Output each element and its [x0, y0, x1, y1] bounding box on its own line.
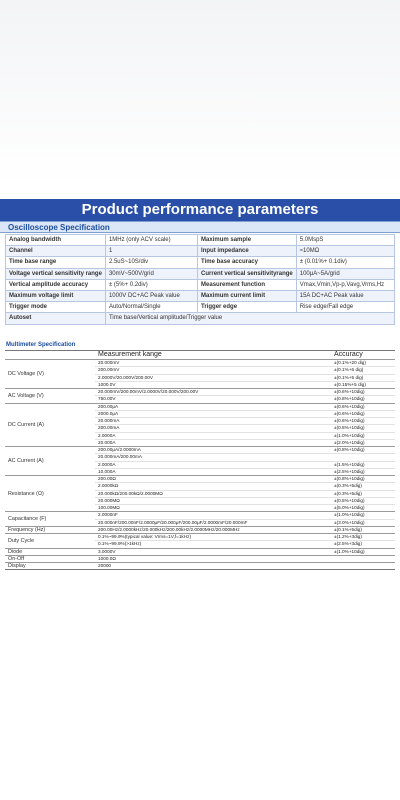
- mm-range: 0.1%~99.9%(typical value: Vrms=1V,f=1kHz): [98, 534, 192, 539]
- mm-function-label: Capacitance (F): [8, 516, 47, 522]
- mm-row: [95, 374, 395, 381]
- mm-row: [95, 439, 395, 446]
- mm-accuracy: ±(1.0%+10dig): [334, 512, 365, 518]
- mm-group: [5, 562, 395, 569]
- mm-row: [95, 549, 395, 555]
- mm-row: [95, 563, 395, 569]
- mm-range: 200.00mA: [98, 425, 120, 431]
- mm-range: 2.0000V/20.000V/200.00V: [98, 374, 153, 380]
- oscilloscope-table: [5, 234, 395, 325]
- osc-param-value: 15A DC+AC Peak value: [296, 290, 394, 301]
- mm-range: 20000: [98, 563, 112, 568]
- mm-range: 200.00Hz/2.0000kHz/20.000kHz/200.00kHz/2.0000MHz/20.000MHz: [98, 526, 240, 532]
- mm-range: 2.0000kΩ: [98, 483, 119, 489]
- mm-accuracy: ±(0.6%+10dig): [334, 418, 365, 423]
- mm-range: 200.00μA: [98, 403, 119, 409]
- mm-range: 1000.0Ω: [98, 555, 116, 561]
- mm-function-label: Display: [8, 563, 26, 570]
- mm-function-label: DC Voltage (V): [8, 371, 44, 377]
- mm-row: [95, 512, 395, 518]
- mm-row: [95, 556, 395, 562]
- osc-param-value: 5.0MspS: [296, 235, 394, 246]
- osc-param-value: 30mV~500V/grid: [105, 268, 197, 279]
- mm-accuracy: ±(1.2%+3dig): [334, 534, 362, 539]
- osc-row: [6, 235, 395, 246]
- mm-rows: [95, 360, 395, 388]
- mm-group: [5, 475, 395, 511]
- mm-accuracy: ±(1.0%+10dig): [334, 432, 365, 438]
- mm-rows: [95, 476, 395, 511]
- mm-range: 20.000mA: [98, 418, 120, 423]
- osc-param-name: Maximum current limit: [198, 290, 297, 301]
- mm-function-label: Duty Cycle: [8, 537, 35, 544]
- mm-row: [95, 395, 395, 402]
- mm-accuracy: ±(0.6%+10dig): [334, 389, 365, 394]
- mm-group: [5, 446, 395, 475]
- mm-accuracy: ±(5.0%+10dig): [334, 505, 365, 510]
- mm-row: [95, 534, 395, 540]
- header-range: Measurement kange: [98, 351, 162, 358]
- mm-function-label: Diode: [8, 548, 23, 555]
- mm-row: [95, 360, 395, 366]
- osc-row: [6, 257, 395, 268]
- mm-range: 1000.0V: [98, 381, 116, 387]
- mm-row: [95, 447, 395, 453]
- mm-range: 10.000A: [98, 468, 116, 474]
- osc-param-value: 2.5uS~10S/div: [105, 257, 197, 268]
- mm-range: 0.1%~99.9%(>1kHz): [98, 541, 142, 547]
- osc-row: [6, 313, 395, 324]
- mm-accuracy: ±(2.5%+10dig): [334, 468, 365, 474]
- osc-param-name: Current vertical sensitivityrange: [198, 268, 297, 279]
- osc-param-name: Channel: [6, 246, 106, 257]
- mm-group: [5, 403, 395, 447]
- osc-param-name: Maximum sample: [198, 235, 297, 246]
- mm-row: [95, 497, 395, 504]
- mm-range: 2000.0μA: [98, 410, 119, 416]
- mm-row: [95, 540, 395, 547]
- mm-row: [95, 366, 395, 373]
- mm-accuracy: ±(0.3%+5dig): [334, 483, 362, 489]
- mm-group: [5, 533, 395, 548]
- mm-row: [95, 417, 395, 424]
- page-title: Product performance parameters: [0, 199, 400, 221]
- mm-rows: [95, 447, 395, 475]
- mm-range: 200.00Ω: [98, 476, 116, 481]
- osc-param-value: 1MHz (only ACV scale): [105, 235, 197, 246]
- mm-rows: [95, 563, 395, 569]
- mm-range: 20.000A: [98, 439, 116, 445]
- mm-accuracy: ±(0.6%+10dig): [334, 410, 365, 416]
- osc-param-name: Maximum voltage limit: [6, 290, 106, 301]
- osc-param-name: Trigger mode: [6, 302, 106, 313]
- mm-row: [95, 461, 395, 468]
- header-accuracy: Accuracy: [334, 351, 363, 358]
- osc-param-value: 1: [105, 246, 197, 257]
- mm-accuracy: ±(0.1%+6 dig): [334, 367, 364, 373]
- table-bottom-rule: [5, 569, 395, 570]
- mm-row: [95, 527, 395, 533]
- mm-function-label: On-Off: [8, 555, 25, 562]
- mm-range: 20.000nF/200.00nF/2.0000μF/20.000μF/200.00μF/2.0000mF/20.000mF: [98, 519, 248, 525]
- osc-param-name: Trigger edge: [198, 302, 297, 313]
- mm-range: 20.000mV: [98, 360, 120, 365]
- mm-range: 2.0000nF: [98, 512, 118, 518]
- mm-group: [5, 555, 395, 562]
- osc-param-name: Vertical amplitude accuracy: [6, 279, 106, 290]
- mm-rows: [95, 512, 395, 526]
- oscilloscope-heading: Oscilloscope Specification: [0, 221, 400, 233]
- mm-rows: [95, 404, 395, 447]
- mm-row: [95, 476, 395, 482]
- mm-rows: [95, 556, 395, 562]
- mm-row: [95, 453, 395, 460]
- mm-row: [95, 504, 395, 511]
- mm-row: [95, 424, 395, 431]
- osc-param-value: Rise edge/Fall edge: [296, 302, 394, 313]
- mm-rows: [95, 549, 395, 555]
- osc-param-name: Voltage vertical sensitivity range: [6, 268, 106, 279]
- mm-range: 2.0000A: [98, 461, 116, 467]
- mm-row: [95, 482, 395, 489]
- mm-group: [5, 511, 395, 526]
- mm-rows: [95, 527, 395, 533]
- mm-row: [95, 468, 395, 475]
- mm-accuracy: ±(0.1%+5 dig): [334, 374, 364, 380]
- mm-function-label: Resistance (Ω): [8, 490, 44, 497]
- mm-range: 20.000mV/200.00mV/2.0000V/20.000V/200.00V: [98, 389, 199, 394]
- osc-param-name: Input impedance: [198, 246, 297, 257]
- mm-row: [95, 490, 395, 497]
- mm-accuracy: ±(0.5%+10dig): [334, 425, 365, 431]
- mm-range: 20.000MΩ: [98, 497, 120, 503]
- mm-function-label: DC Current (A): [8, 421, 44, 428]
- osc-param-name: Analog bandwidth: [6, 235, 106, 246]
- mm-range: 100.00MΩ: [98, 505, 120, 510]
- header-blank: [5, 351, 95, 359]
- mm-accuracy: ±(0.8%+10dig): [334, 476, 365, 481]
- mm-function-label: Frequency (Hz): [8, 526, 46, 533]
- osc-param-name: Autoset: [6, 313, 106, 324]
- mm-accuracy: ±(1.5%+10dig): [334, 461, 365, 467]
- multimeter-table: [5, 350, 395, 570]
- mm-range: 20.000mA/200.00mA: [98, 454, 143, 460]
- mm-accuracy: ±(0.6%+10dig): [334, 403, 365, 409]
- osc-param-name: Measurement function: [198, 279, 297, 290]
- mm-range: 20.000kΩ/200.00kΩ/2.0000MΩ: [98, 490, 163, 496]
- mm-function-label: AC Current (A): [8, 458, 44, 464]
- mm-accuracy: ±(0.1%+20 dig): [334, 360, 366, 365]
- osc-param-value: ≈10MΩ: [296, 246, 394, 257]
- osc-param-value: 1000V DC+AC Peak value: [105, 290, 197, 301]
- mm-range: 3.0000V: [98, 548, 116, 554]
- mm-row: [95, 389, 395, 395]
- osc-param-value: Vmax,Vmin,Vp-p,Vavg,Vrms,Hz: [296, 279, 394, 290]
- mm-row: [95, 519, 395, 526]
- mm-rows: [95, 534, 395, 548]
- mm-group: [5, 388, 395, 403]
- osc-row: [6, 290, 395, 301]
- mm-range: 200.00mV: [98, 367, 120, 373]
- mm-accuracy: ±(0.5%+10dig): [334, 497, 365, 503]
- mm-accuracy: ±(0.8%+10dig): [334, 447, 365, 452]
- osc-param-value: ± (0.01%+ 0.1div): [296, 257, 394, 268]
- osc-param-name: Time base range: [6, 257, 106, 268]
- osc-param-value: Time base/Vertical amplitude/Trigger value: [105, 313, 394, 324]
- osc-param-value: Auto/Normal/Single: [105, 302, 197, 313]
- osc-param-value: ± (5%+ 0.2div): [105, 279, 197, 290]
- mm-accuracy: ±(2.0%+10dig): [334, 439, 365, 445]
- mm-range: 2.0000A: [98, 432, 116, 438]
- osc-row: [6, 302, 395, 313]
- osc-param-name: Time base accuracy: [198, 257, 297, 268]
- osc-row: [6, 246, 395, 257]
- mm-row: [95, 404, 395, 410]
- mm-group: [5, 359, 395, 388]
- mm-accuracy: [331, 563, 395, 569]
- mm-range: 750.00V: [98, 396, 116, 402]
- mm-accuracy: ±(0.15%+5 dig): [334, 381, 366, 387]
- mm-row: [95, 410, 395, 417]
- mm-accuracy: [331, 454, 395, 460]
- mm-accuracy: ±(0.8%+10dig): [334, 396, 365, 402]
- osc-param-value: 100μA~5A/grid: [296, 268, 394, 279]
- osc-row: [6, 268, 395, 279]
- mm-accuracy: ±(0.1%+5dig): [334, 526, 362, 532]
- mm-row: [95, 432, 395, 439]
- mm-accuracy: ±(0.3%+5dig): [334, 490, 362, 496]
- mm-accuracy: ±(3.0%+10dig): [334, 519, 365, 525]
- osc-row: [6, 279, 395, 290]
- mm-accuracy: ±(2.5%+3dig): [334, 541, 362, 547]
- top-background: [0, 0, 400, 186]
- mm-row: [95, 381, 395, 388]
- multimeter-heading: Multimeter Specification: [6, 342, 76, 348]
- mm-range: 200.00μA/2.0000mA: [98, 447, 141, 452]
- mm-group: [5, 526, 395, 533]
- mm-group: [5, 548, 395, 555]
- mm-accuracy: ±(1.0%+10dig): [334, 548, 365, 554]
- mm-rows: [95, 389, 395, 403]
- mm-function-label: AC Voltage (V): [8, 392, 44, 399]
- multimeter-table-header: [5, 350, 395, 359]
- mm-accuracy: [331, 556, 395, 562]
